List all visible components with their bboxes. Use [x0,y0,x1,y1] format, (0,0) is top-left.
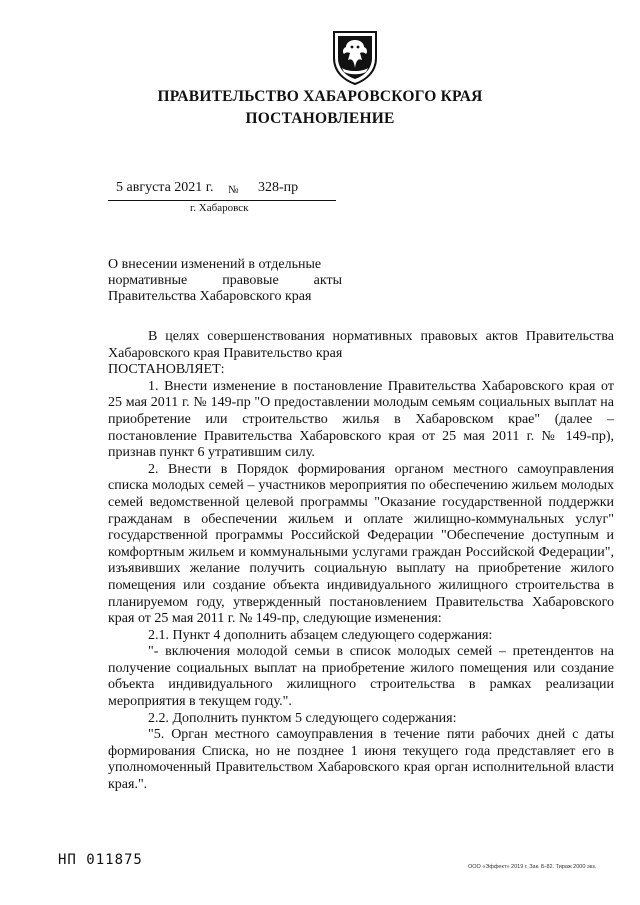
document-date: 5 августа 2021 г. [116,180,214,195]
item-1: 1. Внести изменение в постановление Правительства Хабаровского края от 25 мая 2011 г. № 149-пр "О предоставлении молодым семьям социальных выплат на приобретение или строительство жилья в Хабаровском крае" (далее – постановление Правительства Хабаровского края от 25 мая 2011 г. № 149-пр), признав пункт 6 утратившим силу. [108,378,614,461]
document-type: ПОСТАНОВЛЕНИЕ [245,110,395,127]
government-title: ПРАВИТЕЛЬСТВО ХАБАРОВСКОГО КРАЯ [157,88,483,105]
serial-stamp: НП 011875 [58,852,143,868]
decree-word: ПОСТАНОВЛЯЕТ: [108,362,225,378]
item-2-1-quote: "- включения молодой семьи в список молодых семей – претендентов на получение социальных выплат на приобретение жилого помещения или создание объекта индивидуального жилищного строительства в рамках реализации мероприятия в текущем году.". [108,644,614,710]
document-body [108,329,614,794]
print-info: ООО «Эффект» 2019 г. Зак. Б-82. Тираж 2000 экз. [468,864,597,870]
date-number-line [108,180,336,201]
subject-line-2: нормативные правовые акты [108,273,342,288]
subject-line-3: Правительства Хабаровского края [108,289,312,304]
item-2-2: 2.2. Дополнить пунктом 5 следующего содержания: [148,710,457,726]
coat-of-arms-icon [330,28,380,86]
subject-block [108,257,342,305]
subject-line-1: О внесении изменений в отдельные [108,257,322,272]
item-2-1: 2.1. Пункт 4 дополнить абзацем следующего содержания: [148,627,493,643]
item-2: 2. Внести в Порядок формирования органом местного самоуправления списка молодых семей – участников мероприятия по обеспечению жильем молодых семей ведомственной целевой программы "Оказание государственной поддержки гражданам в обеспечении жильем и оплате жилищно-коммунальных услуг" государственной программы Российской Федерации "Обеспечение доступным и комфортным жильем и коммунальными услугами граждан Российской Федерации", изъявивших желание получить социальную выплату на приобретение жилого помещения или создание объекта индивидуального жилищного строительства в планируемом году, утвержденный постановлением Правительства Хабаровского края от 25 мая 2011 г. № 149-пр, следующие изменения: [108,461,614,627]
item-2-2-quote: "5. Орган местного самоуправления в течение пяти рабочих дней с даты формирования Списка, но не позднее 1 июня текущего года представляет его в уполномоченный Правительством Хабаровского края орган исполнительной власти края.". [108,727,614,793]
document-number: 328-пр [258,180,299,195]
intro-paragraph: В целях совершенствования нормативных правовых актов Правительства Хабаровского края Правительство края [108,329,614,361]
city: г. Хабаровск [190,202,249,214]
number-sign: № [228,184,239,196]
